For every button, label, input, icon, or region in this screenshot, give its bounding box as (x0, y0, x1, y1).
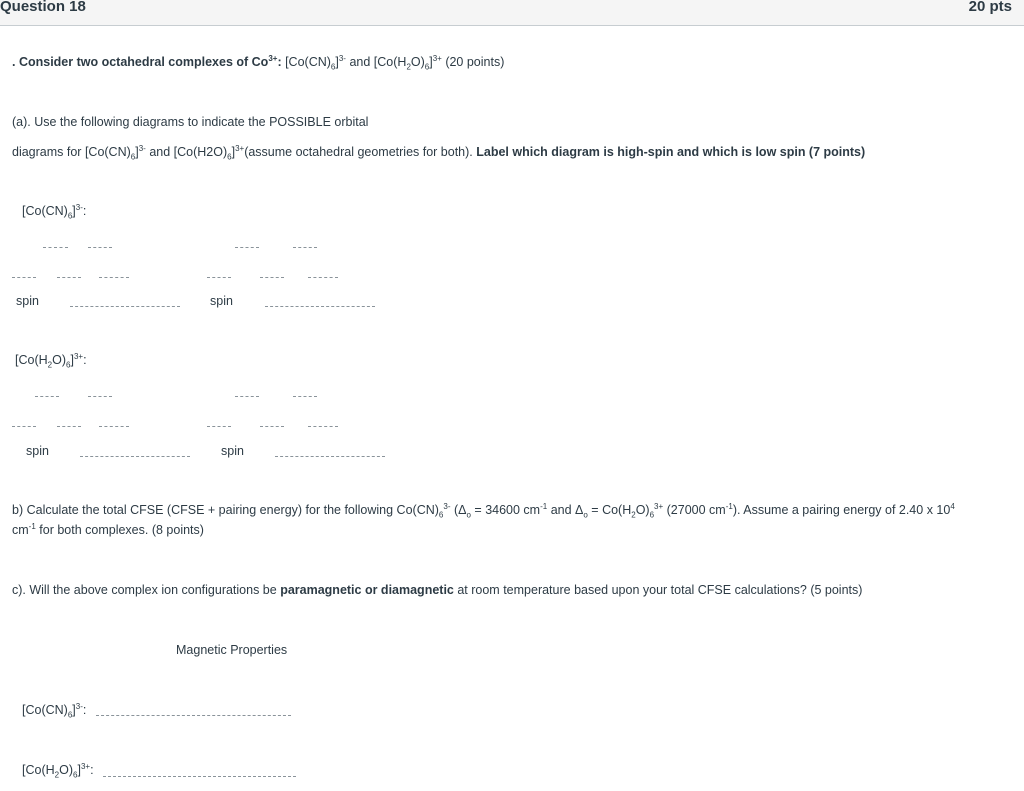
orbital-slot-eg[interactable] (43, 247, 68, 248)
spin-label: spin (210, 294, 233, 308)
part-b-line1: b) Calculate the total CFSE (CFSE + pairing energy) for the following $Co(CN)_6^{3-}$ ($\Delta_o = 34600$ $cm^{-1}$ and $\Delta_o = Co(H_2O)_6^{3+}$ (27000 $cm^{-1}$). Assume a pairing energy of 2.40 x $10^4$ (12, 501, 955, 520)
orbital-slot-eg[interactable] (235, 396, 259, 397)
orbital-slot-t2g[interactable] (57, 277, 81, 278)
intro-text: . Consider two octahedral complexes of $Co^{3+}$: $[Co(CN)_6]^{3-}$ and $[Co(H_2O)_6]^{3+}$ (20 points) (12, 53, 505, 72)
question-header (0, 0, 1024, 26)
magnetic-answer-blank[interactable] (103, 776, 296, 777)
orbital-slot-t2g[interactable] (12, 277, 36, 278)
spin-answer-blank[interactable] (70, 306, 180, 307)
magnetic-row-label: $[Co(CN)_6]^{3-}$: (22, 701, 87, 720)
orbital-slot-eg[interactable] (293, 247, 317, 248)
part-c-text: c). Will the above complex ion configurations be paramagnetic or diamagnetic at room temperature based upon your total CFSE calculations? (5 points) (12, 583, 863, 597)
question-points: 20 pts (968, 0, 1012, 15)
diagram2-label: $[Co(H_2O)_6]^{3+}$: (15, 351, 87, 370)
orbital-slot-t2g[interactable] (207, 426, 231, 427)
part-b-line2: $cm^{-1}$ for both complexes. (8 points) (12, 521, 204, 537)
question-title: Question 18 (0, 0, 86, 15)
orbital-slot-eg[interactable] (235, 247, 259, 248)
orbital-slot-t2g[interactable] (207, 277, 231, 278)
orbital-slot-eg[interactable] (88, 396, 112, 397)
orbital-slot-t2g[interactable] (260, 426, 284, 427)
orbital-slot-eg[interactable] (35, 396, 59, 397)
spin-answer-blank[interactable] (80, 456, 190, 457)
magnetic-row-label: $[Co(H_2O)_6]^{3+}$: (22, 761, 94, 780)
spin-label: spin (221, 444, 244, 458)
orbital-slot-t2g[interactable] (308, 426, 338, 427)
orbital-slot-eg[interactable] (88, 247, 112, 248)
part-a-line1: (a). Use the following diagrams to indicate the POSSIBLE orbital (12, 115, 369, 129)
orbital-slot-t2g[interactable] (57, 426, 81, 427)
orbital-slot-eg[interactable] (293, 396, 317, 397)
orbital-slot-t2g[interactable] (99, 277, 129, 278)
diagram1-label: $[Co(CN)_6]^{3-}$: (22, 202, 87, 221)
magnetic-answer-blank[interactable] (96, 715, 291, 716)
orbital-slot-t2g[interactable] (260, 277, 284, 278)
magnetic-heading: Magnetic Properties (176, 643, 288, 657)
spin-label: spin (26, 444, 49, 458)
part-a-line2: diagrams for $[Co(CN)_6]^{3-}$ and $[Co(H2O)_6]^{3+}(assume$ octahedral geometries for both). Label which diagram is high-spin and which is low spin (7 points) (12, 143, 866, 162)
orbital-slot-t2g[interactable] (308, 277, 338, 278)
spin-answer-blank[interactable] (275, 456, 385, 457)
orbital-slot-t2g[interactable] (12, 426, 36, 427)
spin-answer-blank[interactable] (265, 306, 375, 307)
orbital-slot-t2g[interactable] (99, 426, 129, 427)
spin-label: spin (16, 294, 39, 308)
